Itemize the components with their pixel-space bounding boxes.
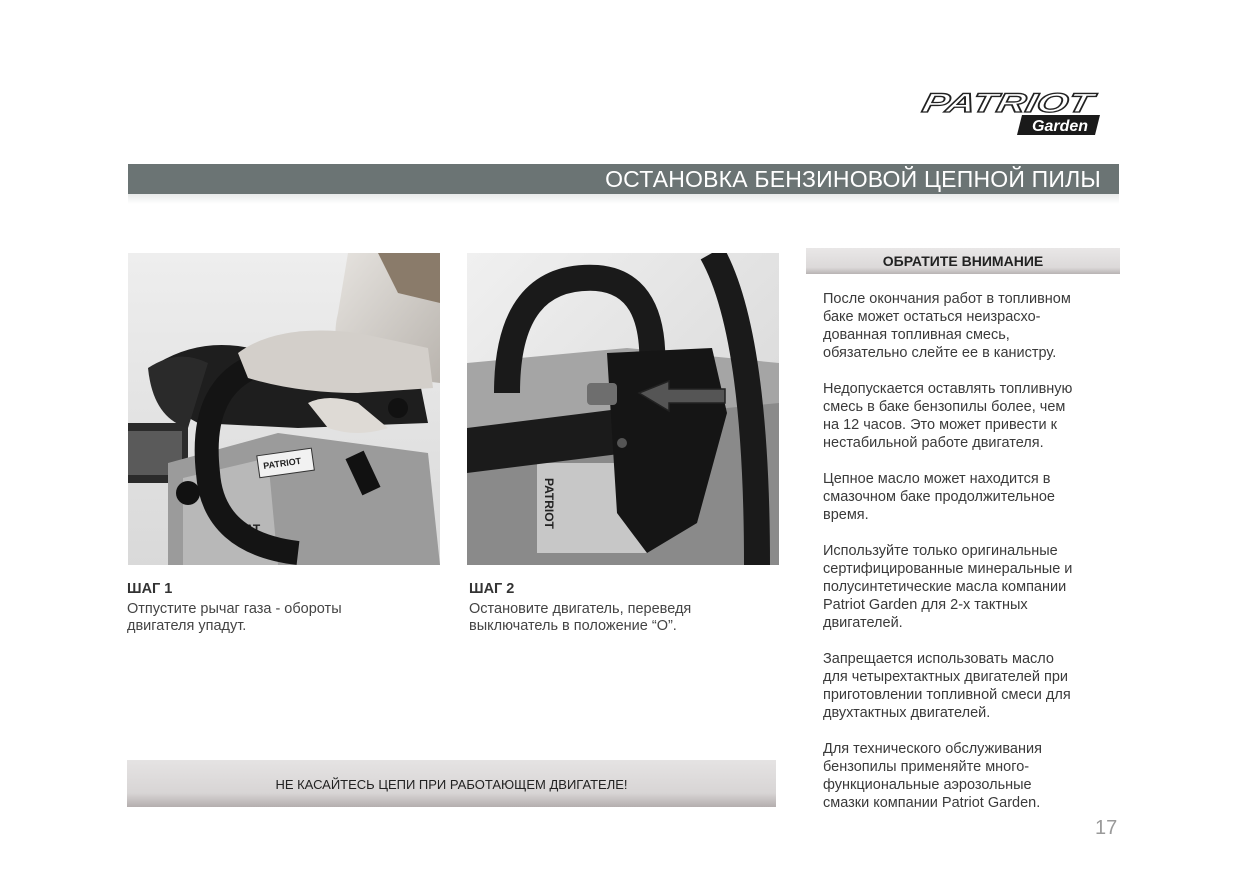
page-title: ОСТАНОВКА БЕНЗИНОВОЙ ЦЕПНОЙ ПИЛЫ: [128, 164, 1119, 194]
step2-text: Остановите двигатель, переведя выключатель в положение “О”.: [469, 601, 692, 634]
page-number: 17: [1095, 817, 1118, 839]
notice-paragraph: Недопускается оставлять топливную смесь в баке бензопилы более, чем на 12 часов. Это может привести к нестабильной работе двигателя.: [823, 381, 1073, 451]
notice-paragraph: Цепное масло может находится в смазочном баке продолжительное время.: [823, 471, 1055, 523]
notice-paragraph: Для технического обслуживания бензопилы применяйте много- функциональные аэрозольные смазки компании Patriot Garden.: [823, 741, 1042, 811]
photo1-brand-label: PATRIOT: [262, 455, 302, 472]
notice-paragraph: Используйте только оригинальные сертифицированные минеральные и полусинтетические масла компании Patriot Garden для 2-х тактных двигателей.: [823, 543, 1073, 631]
step2-photo: [467, 253, 779, 565]
photo2-brand-label: PATRIOT: [542, 478, 556, 529]
step2-title: ШАГ 2: [469, 581, 515, 597]
photo1-brand-label-2: PAT: [238, 522, 261, 536]
step1-text: Отпустите рычаг газа - обороты двигателя упадут.: [127, 601, 342, 634]
step1-photo: [128, 253, 440, 565]
notice-paragraph: После окончания работ в топливном баке может остаться неизрасхо- дованная топливная смесь, обязательно слейте ее в канистру.: [823, 291, 1071, 361]
notice-body: [823, 290, 1123, 830]
step1-title: ШАГ 1: [127, 581, 173, 597]
logo-brand-text: PATRIOT: [919, 88, 1041, 118]
logo-sub-text: Garden: [1032, 118, 1089, 135]
notice-paragraph: Запрещается использовать масло для четырехтактных двигателей при приготовлении топливной смеси для двухтактных двигателей.: [823, 651, 1071, 721]
notice-heading: ОБРАТИТЕ ВНИМАНИЕ: [806, 248, 1120, 274]
warning-banner: НЕ КАСАЙТЕСЬ ЦЕПИ ПРИ РАБОТАЮЩЕМ ДВИГАТЕЛЕ!: [127, 760, 776, 807]
patriot-garden-logo: [918, 88, 1108, 138]
